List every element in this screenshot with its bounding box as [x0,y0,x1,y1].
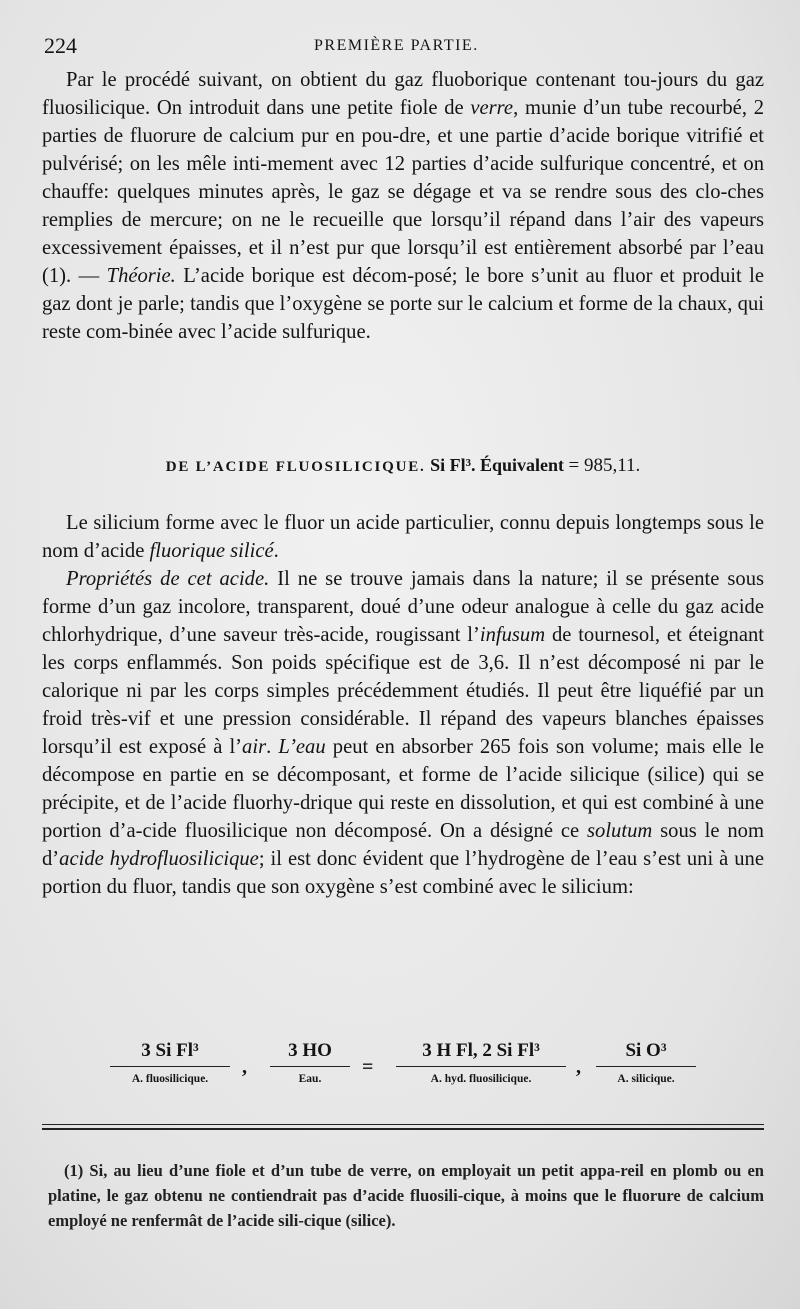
term-label: A. fluosilicique. [131,1073,209,1085]
text-run: de tournesol, et éteignant les corps enflammés. Son poids spécifique est de 3,6. Il n’est décomposé ni par le calorique ni par les corps simples précédemment étudiés. Il peut être liquéfié par un froid très-vif et une pression considérable. Il répand des vapeurs blanches épaisses lorsqu’il est exposé à l’ [42,624,764,758]
text-run: Par le procédé suivant, on obtient du gaz fluoborique contenant tou-jours du gaz fluosilicique. On introduit dans une petite fiole de [42,69,764,119]
footnote-text: (1) Si, au lieu d’une fiole et d’un tube de verre, on employait un petit appa-reil en plomb ou en platine, le gaz obtenu ne contiendrait pas d’acide fluosili-cique, à moins que le fluorure de calcium employé ne renfermât de l’acide sili-cique (silice). [48,1161,764,1230]
term-silicic-acid [596,1040,696,1085]
italic-run: infusum [479,624,546,646]
section-title: DE L’ACIDE FLUOSILICIQUE. [165,459,426,475]
term-label: Eau. [298,1073,322,1085]
term-label: A. hyd. fluosilicique. [430,1073,532,1085]
italic-run: acide hydrofluosilicique [59,848,259,870]
chemical-equation [110,1040,710,1100]
footnote [48,1158,764,1233]
italic-run: verre [470,97,514,119]
text-run: . [273,540,279,562]
paragraph-properties [42,565,764,901]
italic-run: solutum [587,820,653,842]
term-formula: 3 HO [270,1040,350,1067]
term-formula: 3 Si Fl³ [110,1040,230,1067]
footnote-divider-thick [42,1128,764,1130]
equation-equals: = [362,1056,374,1078]
equivalent-label: Équivalent [480,455,565,475]
term-fluosilicic-acid [110,1040,230,1085]
equation-comma: , [576,1056,581,1078]
italic-run: air [242,736,267,758]
section-formula: Si Fl³. [430,455,476,475]
text-run: , munie d’un tube recourbé, 2 parties de fluorure de calcium pur en pou-dre, et une partie d’acide borique vitrifié et pulvérisé; on les mêle inti-mement avec 12 parties d’acide sulfurique concentré, et on chauffe: quelques minutes après, le gaz se dégage et va se rendre sous des clo-ches remplies de mercure; on ne le recueille que lorsqu’il répand dans l’air des vapeurs excessivement épaisses, et il n’est pur que lorsqu’il est entièrement absorbé par l’eau (1). — [42,97,764,287]
text-run: peut en absorber 265 fois son volume; mais elle le décompose en partie en se décomposant, et forme de l’acide silicique (silice) qui se précipite, et de l’acide fluorhy-drique qui reste en dissolution, et qui est combiné à une portion d’a-cide fluosilicique non décomposé. On a désigné ce [42,736,764,842]
italic-run: fluorique silicé [149,540,274,562]
text-run: sous le nom d’ [42,820,764,870]
term-formula: Si O³ [596,1040,696,1067]
term-hydrofluosilicic-acid [396,1040,566,1085]
italic-run-theorie: Théorie. [106,265,176,287]
paragraph-preparation [42,66,764,346]
term-formula: 3 H Fl, 2 Si Fl³ [396,1040,566,1067]
text-run: . [266,736,279,758]
italic-run: Propriétés de cet acide. [66,568,270,590]
text-run: Il ne se trouve jamais dans la nature; il se présente sous forme d’un gaz incolore, transparent, doué d’une odeur analogue à celle du gaz acide chlorhydrique, d’une saveur très-acide, rougissant l’ [42,568,765,646]
equation-comma: , [242,1056,247,1078]
text-run: L’acide borique est décom-posé; le bore s’unit au fluor et produit le gaz dont je parle; tandis que l’oxygène se porte sur le calcium et forme de la chaux, qui reste com-binée avec l’acide sulfurique. [42,265,764,343]
running-head: PREMIÈRE PARTIE. [314,37,479,54]
text-run: ; il est donc évident que l’hydrogène de l’eau s’est uni à une portion du fluor, tandis que son oxygène s’est combiné avec le silicium: [42,848,764,898]
section-body [42,509,764,901]
term-water [270,1040,350,1085]
equivalent-value: = 985,11. [568,455,641,476]
footnote-divider [42,1124,764,1125]
section-heading [42,455,764,477]
italic-run: L’eau [278,736,326,758]
page-header [44,33,764,59]
paragraph-intro [42,509,764,565]
term-label: A. silicique. [617,1073,675,1085]
text-run: Le silicium forme avec le fluor un acide particulier, connu depuis longtemps sous le nom d’acide [42,512,764,562]
page-number: 224 [44,33,77,58]
